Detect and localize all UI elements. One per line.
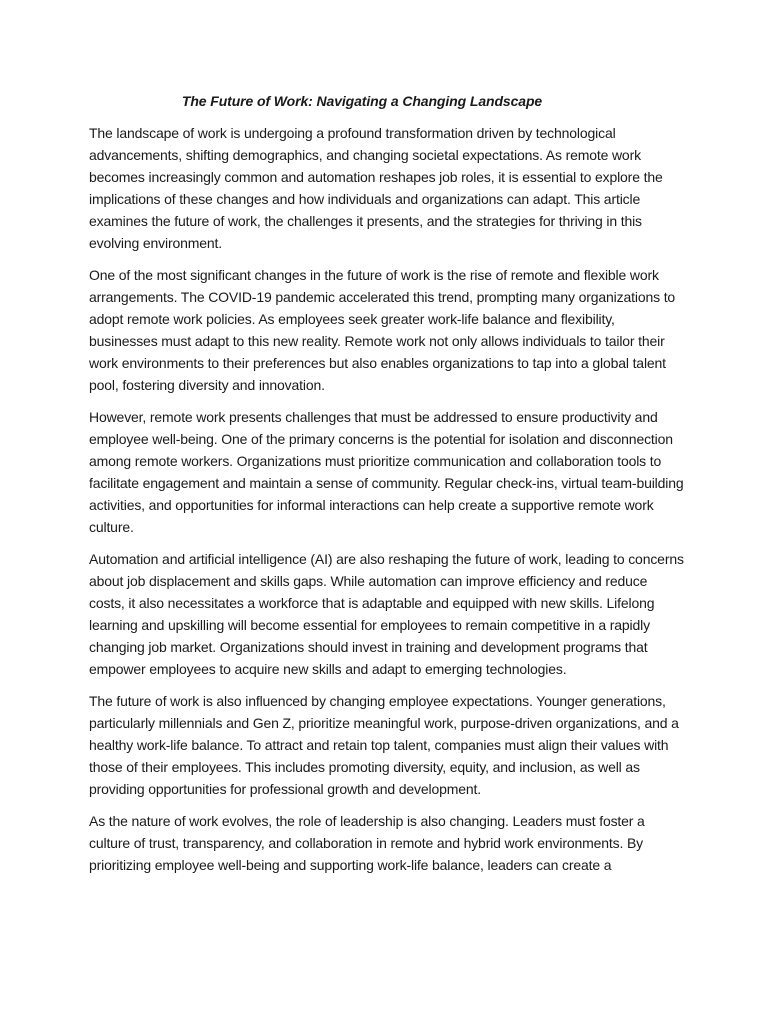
document-body	[89, 122, 685, 886]
paragraph-4: Automation and artificial intelligence (AI) are also reshaping the future of work, leading to concerns about job displacement and skills gaps. While automation can improve efficiency and reduce costs, it also necessitates a workforce that is adaptable and equipped with new skills. Lifelong learning and upskilling will become essential for employees to remain competitive in a rapidly changing job market. Organizations should invest in training and development programs that empower employees to acquire new skills and adapt to emerging technologies.	[89, 551, 684, 677]
paragraph-1: The landscape of work is undergoing a profound transformation driven by technological advancements, shifting demographics, and changing societal expectations. As remote work becomes increasingly common and automation reshapes job roles, it is essential to explore the implications of these changes and how individuals and organizations can adapt. This article examines the future of work, the challenges it presents, and the strategies for thriving in this evolving environment.	[89, 125, 663, 251]
paragraph-6: As the nature of work evolves, the role of leadership is also changing. Leaders must foster a culture of trust, transparency, and collaboration in remote and hybrid work environments. By prioritizing employee well-being and supporting work-life balance, leaders can create a	[89, 813, 645, 873]
paragraph-3: However, remote work presents challenges that must be addressed to ensure productivity and employee well-being. One of the primary concerns is the potential for isolation and disconnection among remote workers. Organizations must prioritize communication and collaboration tools to facilitate engagement and maintain a sense of community. Regular check-ins, virtual team-building activities, and opportunities for informal interactions can help create a supportive remote work culture.	[89, 409, 684, 535]
paragraph-2: One of the most significant changes in the future of work is the rise of remote and flexible work arrangements. The COVID-19 pandemic accelerated this trend, prompting many organizations to adopt remote work policies. As employees seek greater work-life balance and flexibility, businesses must adapt to this new reality. Remote work not only allows individuals to tailor their work environments to their preferences but also enables organizations to tap into a global talent pool, fostering diversity and innovation.	[89, 267, 676, 393]
paragraph-5: The future of work is also influenced by changing employee expectations. Younger generations, particularly millennials and Gen Z, prioritize meaningful work, purpose-driven organizations, and a healthy work-life balance. To attract and retain top talent, companies must align their values with those of their employees. This includes promoting diversity, equity, and inclusion, as well as providing opportunities for professional growth and development.	[89, 693, 679, 797]
document-title: The Future of Work: Navigating a Changing Landscape	[181, 93, 543, 109]
